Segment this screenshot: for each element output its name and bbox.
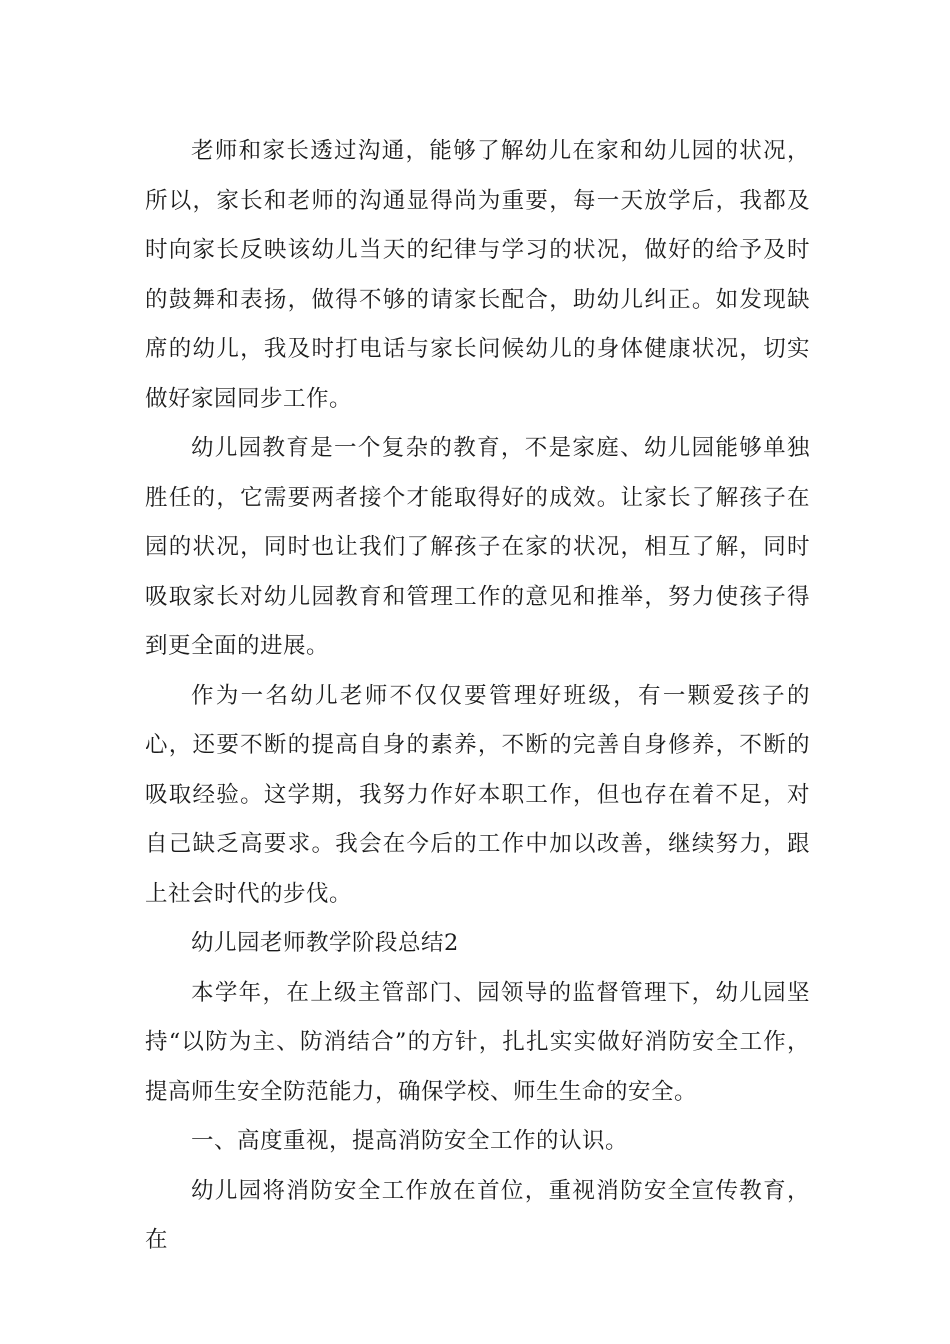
paragraph-home-school-communication: 老师和家长透过沟通，能够了解幼儿在家和幼儿园的状况，所以，家长和老师的沟通显得尚为重要，每一天放学后，我都及时向家长反映该幼儿当天的纪律与学习的状况，做好的给予及时的鼓舞和表扬，做得不够的请家长配合，助幼儿纠正。如发现缺席的幼儿，我及时打电话与家长问候幼儿的身体健康状况，切实做好家园同步工作。 [145,138,810,412]
section-title: 幼儿园老师教学阶段总结2 [191,930,459,956]
subheading-fire-safety-awareness: 一、高度重视，提高消防安全工作的认识。 [191,1128,629,1154]
paragraph-kindergarten-education: 幼儿园教育是一个复杂的教育，不是家庭、幼儿园能够单独胜任的，它需要两者接个才能取得好的成效。让家长了解孩子在园的状况，同时也让我们了解孩子在家的状况，相互了解，同时吸取家长对幼儿园教育和管理工作的意见和推举，努力使孩子得到更全面的进展。 [145,435,810,659]
paragraph-fire-safety-priority: 幼儿园将消防安全工作放在首位，重视消防安全宣传教育，在 [145,1177,810,1253]
paragraph-teacher-self-improvement: 作为一名幼儿老师不仅仅要管理好班级，有一颗爱孩子的心，还要不断的提高自身的素养，不断的完善自身修养，不断的吸取经验。这学期，我努力作好本职工作，但也存在着不足，对自己缺乏高要求。我会在今后的工作中加以改善，继续努力，跟上社会时代的步伐。 [145,682,810,907]
document-body [145,127,810,1266]
paragraph-fire-safety-policy: 本学年，在上级主管部门、园领导的监督管理下，幼儿园坚持“以防为主、防消结合”的方针，扎扎实实做好消防安全工作，提高师生安全防范能力，确保学校、师生生命的安全。 [145,979,810,1105]
